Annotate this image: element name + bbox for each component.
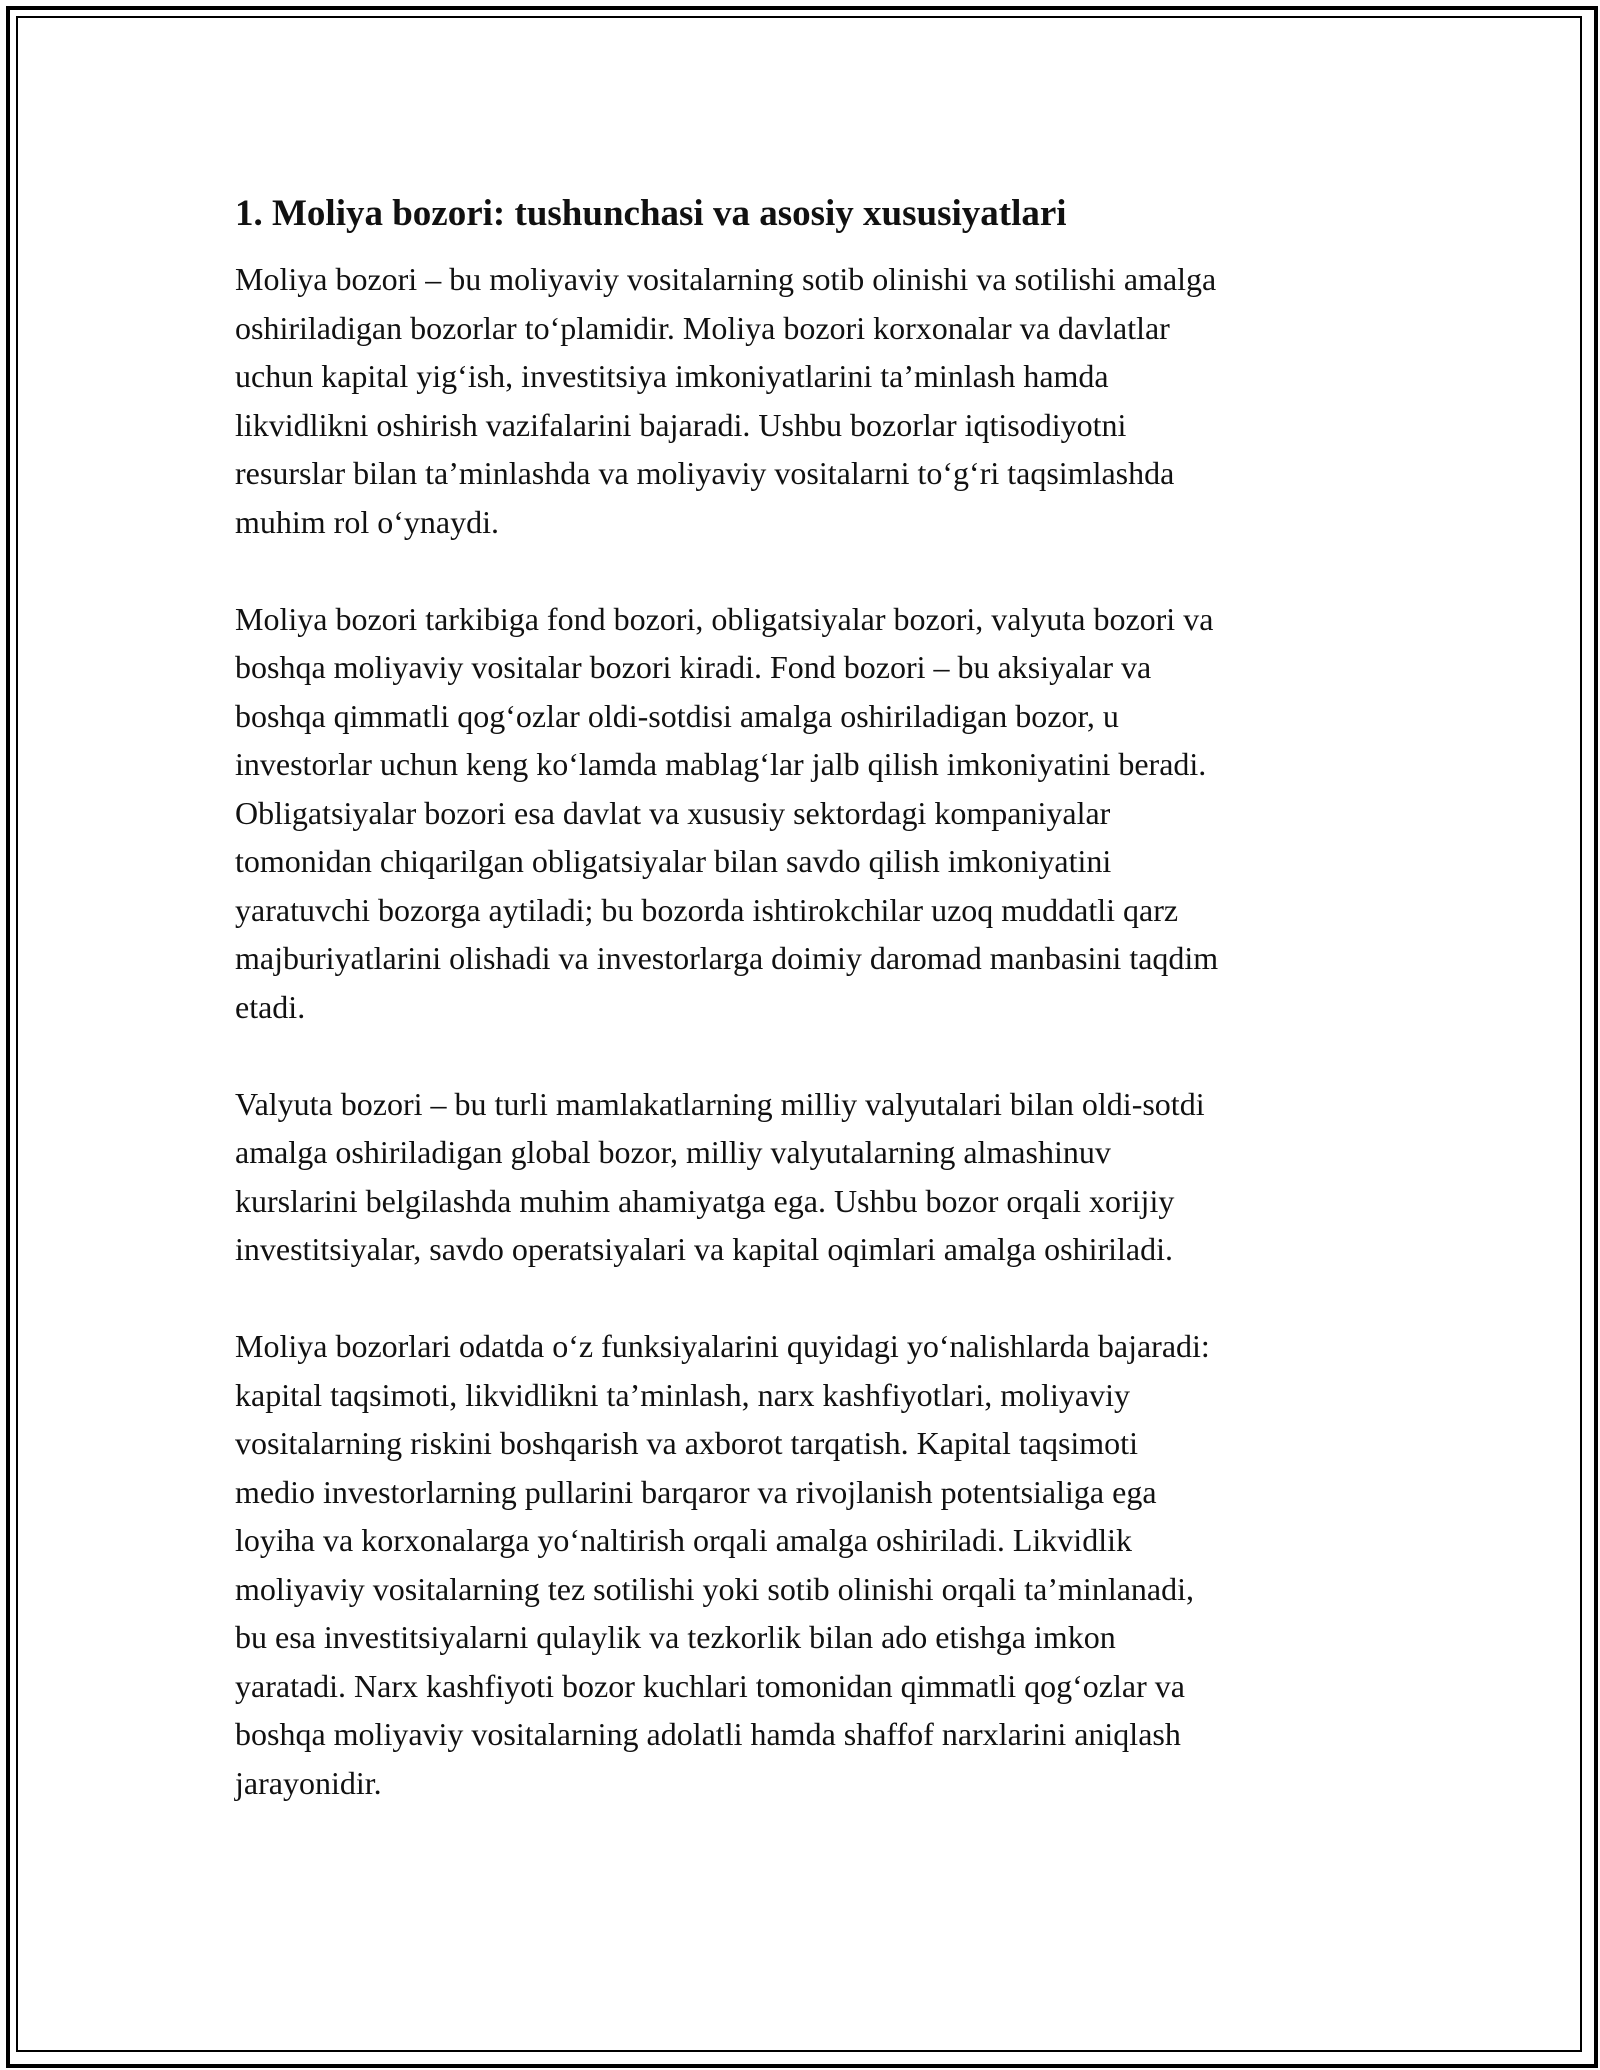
paragraph-line: investorlar uchun keng ko‘lamda mablag‘lar jalb qilish imkoniyatini beradi.	[235, 746, 1207, 782]
paragraph-line: likvidlikni oshirish vazifalarini bajaradi. Ushbu bozorlar iqtisodiyotni	[235, 406, 1127, 443]
paragraph-line: medio investorlarning pullarini barqaror va rivojlanish potentsialiga ega	[235, 1473, 1157, 1510]
paragraph-2	[235, 595, 1370, 1032]
paragraph-line: resurslar bilan ta’minlashda va moliyaviy vositalarni to‘g‘ri taqsimlashda	[235, 455, 1175, 491]
paragraph-line: majburiyatlarini olishadi va investorlarga doimiy daromad manbasini taqdim	[235, 940, 1219, 976]
paragraph-line: Obligatsiyalar bozori esa davlat va xususiy sektordagi kompaniyalar	[235, 794, 1111, 831]
paragraph-1	[235, 255, 1370, 546]
paragraph-line: etadi.	[235, 988, 306, 1025]
paragraph-3	[235, 1080, 1370, 1274]
paragraph-line: jarayonidir.	[235, 1764, 382, 1801]
paragraph-line: loyiha va korxonalarga yo‘naltirish orqali amalga oshiriladi. Likvidlik	[235, 1522, 1132, 1558]
paragraph-line: moliyaviy vositalarning tez sotilishi yoki sotib olinishi orqali ta’minlanadi,	[235, 1570, 1194, 1607]
paragraph-line: muhim rol o‘ynaydi.	[235, 503, 499, 540]
paragraph-line: investitsiyalar, savdo operatsiyalari va kapital oqimlari amalga oshiriladi.	[235, 1231, 1173, 1267]
paragraph-line: kapital taqsimoti, likvidlikni ta’minlash, narx kashfiyotlari, moliyaviy	[235, 1376, 1130, 1413]
paragraph-line: tomonidan chiqarilgan obligatsiyalar bilan savdo qilish imkoniyatini	[235, 843, 1112, 879]
paragraph-line: bu esa investitsiyalarni qulaylik va tezkorlik bilan ado etishga imkon	[235, 1619, 1116, 1655]
paragraph-line: oshiriladigan bozorlar to‘plamidir. Moliya bozori korxonalar va davlatlar	[235, 309, 1170, 346]
paragraph-4	[235, 1322, 1370, 1807]
paragraph-line: Moliya bozorlari odatda o‘z funksiyalarini quyidagi yo‘nalishlarda bajaradi:	[235, 1328, 1210, 1364]
paragraph-line: boshqa moliyaviy vositalar bozori kiradi. Fond bozori – bu aksiyalar va	[235, 649, 1152, 685]
document-body	[235, 185, 1370, 1807]
paragraph-line: boshqa qimmatli qog‘ozlar oldi-sotdisi amalga oshiriladigan bozor, u	[235, 697, 1119, 734]
paragraph-line: Moliya bozori – bu moliyaviy vositalarning sotib olinishi va sotilishi amalga	[235, 261, 1217, 297]
paragraph-line: amalga oshiriladigan global bozor, milliy valyutalarning almashinuv	[235, 1134, 1111, 1170]
paragraph-line: boshqa moliyaviy vositalarning adolatli hamda shaffof narxlarini aniqlash	[235, 1716, 1181, 1752]
paragraph-line: yaratadi. Narx kashfiyoti bozor kuchlari tomonidan qimmatli qog‘ozlar va	[235, 1667, 1185, 1704]
paragraph-line: uchun kapital yig‘ish, investitsiya imkoniyatlarini ta’minlash hamda	[235, 358, 1109, 394]
paragraph-line: Moliya bozori tarkibiga fond bozori, obligatsiyalar bozori, valyuta bozori va	[235, 600, 1214, 637]
paragraph-line: kurslarini belgilashda muhim ahamiyatga ega. Ushbu bozor orqali xorijiy	[235, 1182, 1175, 1219]
paragraph-line: vositalarning riskini boshqarish va axborot tarqatish. Kapital taqsimoti	[235, 1425, 1138, 1461]
section-heading: 1. Moliya bozori: tushunchasi va asosiy xususiyatlari	[235, 193, 1067, 234]
paragraph-line: yaratuvchi bozorga aytiladi; bu bozorda ishtirokchilar uzoq muddatli qarz	[235, 891, 1179, 928]
paragraph-line: Valyuta bozori – bu turli mamlakatlarning milliy valyutalari bilan oldi-sotdi	[235, 1085, 1205, 1122]
